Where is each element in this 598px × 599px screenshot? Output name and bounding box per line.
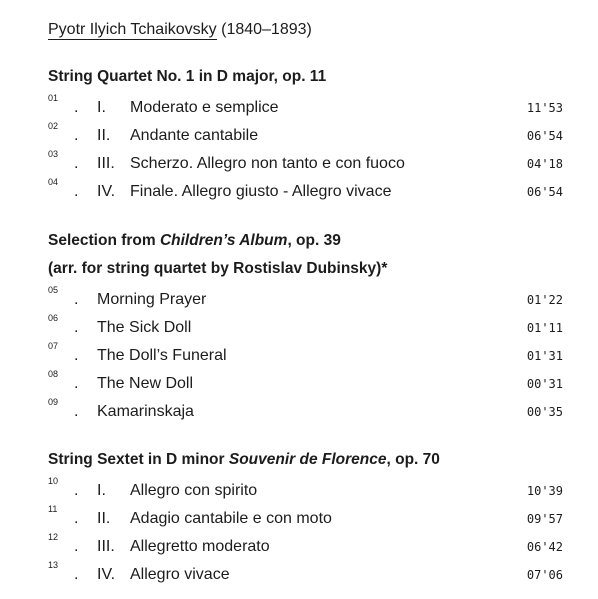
track-separator: . [74,482,79,499]
track-duration: 00'31 [526,377,563,391]
track-separator: . [74,403,79,420]
track-separator: . [74,319,79,336]
track-duration: 00'35 [526,405,563,419]
track-separator: . [74,183,79,200]
track-duration: 06'54 [526,185,563,199]
movement-number: III. [97,155,115,172]
track-row[interactable] [0,533,598,557]
movement-number: II. [97,510,111,527]
track-number: 12 [48,532,59,542]
track-number: 05 [48,285,59,295]
track-row[interactable] [0,477,598,501]
track-duration: 10'39 [526,484,563,498]
work-title-suffix: , op. 70 [386,451,440,468]
track-duration: 06'54 [526,129,563,143]
track-title: Andante cantabile [130,127,259,144]
track-number: 06 [48,313,59,323]
track-number: 08 [48,369,59,379]
track-duration: 01'11 [526,321,563,335]
track-row[interactable] [0,122,598,146]
work-title-text: (arr. for string quartet by Rostislav Dubinsky)* [48,260,388,277]
track-row[interactable] [0,94,598,118]
composer-dates: (1840–1893) [221,21,312,38]
track-title: The New Doll [97,375,194,392]
composer-name[interactable]: Pyotr Ilyich Tchaikovsky [48,21,217,38]
movement-number: II. [97,127,111,144]
work-title [48,231,341,251]
work-title-italic: Souvenir de Florence [228,451,387,468]
track-row[interactable] [0,398,598,422]
track-row[interactable] [0,505,598,529]
track-number: 11 [48,504,58,514]
composer-heading [48,19,312,41]
work-title [48,259,387,279]
track-separator: . [74,155,79,172]
track-separator: . [74,99,79,116]
track-separator: . [74,375,79,392]
track-duration: 01'31 [526,349,563,363]
track-title: Allegro vivace [130,566,230,583]
track-duration: 06'42 [526,540,563,554]
work-title-text: String Sextet in D minor [48,451,229,468]
track-title: Finale. Allegro giusto - Allegro vivace [130,183,392,200]
track-separator: . [74,566,79,583]
track-row[interactable] [0,370,598,394]
track-number: 02 [48,121,59,131]
movement-number: IV. [97,566,116,583]
track-number: 04 [48,177,59,187]
track-row[interactable] [0,286,598,310]
work-title-text: String Quartet No. 1 in D major, op. 11 [48,68,327,85]
track-duration: 11'53 [526,101,563,115]
track-number: 01 [48,93,59,103]
track-duration: 01'22 [526,293,563,307]
track-title: Moderato e semplice [130,99,279,116]
track-separator: . [74,127,79,144]
track-separator: . [74,347,79,364]
track-title: Morning Prayer [97,291,207,308]
track-number: 09 [48,397,59,407]
track-title: Allegretto moderato [130,538,270,555]
work-title [48,450,440,470]
track-separator: . [74,510,79,527]
work-title-text: Selection from [48,232,160,249]
track-duration: 09'57 [526,512,563,526]
track-row[interactable] [0,314,598,338]
track-row[interactable] [0,150,598,174]
track-title: The Sick Doll [97,319,192,336]
movement-number: III. [97,538,115,555]
work-title-suffix: , op. 39 [287,232,341,249]
track-separator: . [74,291,79,308]
track-duration: 07'06 [526,568,563,582]
track-title: Allegro con spirito [130,482,258,499]
work-title-italic: Children’s Album [159,232,288,249]
track-row[interactable] [0,342,598,366]
track-number: 10 [48,476,59,486]
track-duration: 04'18 [526,157,563,171]
track-title: The Doll’s Funeral [97,347,227,364]
track-number: 13 [48,560,59,570]
movement-number: I. [97,99,106,116]
movement-number: I. [97,482,106,499]
work-title [48,67,326,87]
track-title: Kamarinskaja [97,403,194,420]
track-row[interactable] [0,561,598,585]
track-title: Adagio cantabile e con moto [130,510,332,527]
track-row[interactable] [0,178,598,202]
movement-number: IV. [97,183,116,200]
track-title: Scherzo. Allegro non tanto e con fuoco [130,155,405,172]
track-separator: . [74,538,79,555]
track-number: 07 [48,341,59,351]
track-number: 03 [48,149,59,159]
